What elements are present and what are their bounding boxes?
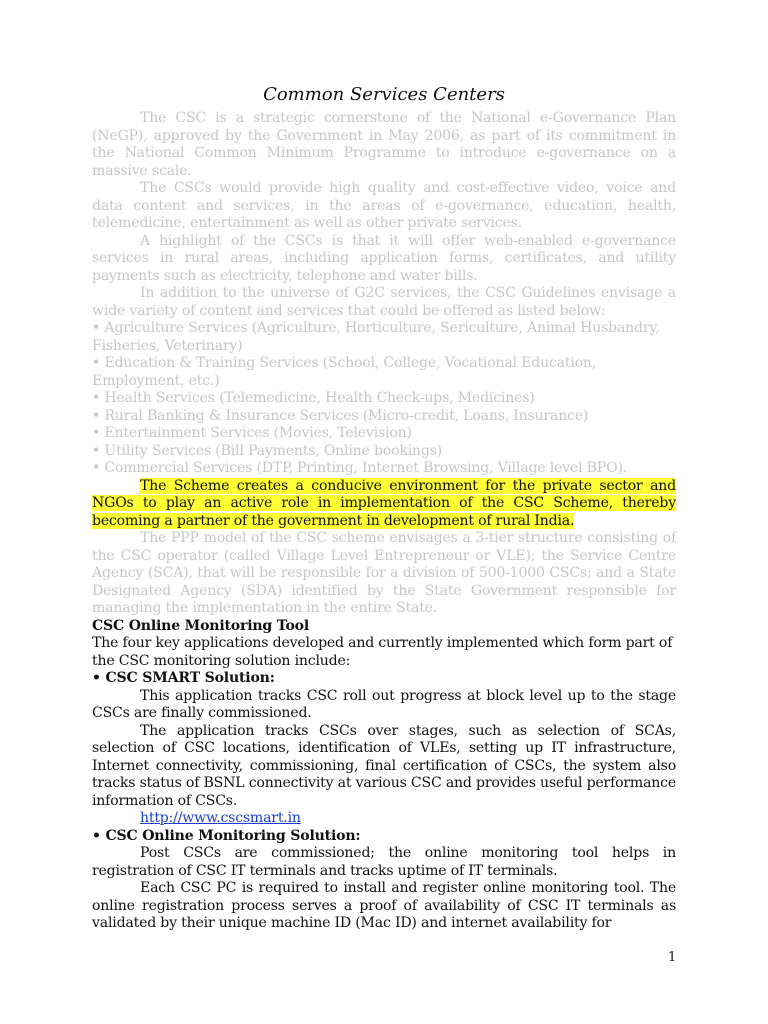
list-item-entertainment: • Entertainment Services (Movies, Television) — [92, 425, 412, 441]
paragraph-ppp: The PPP model of the CSC scheme envisages a 3-tier structure consisting of the CSC operator (called Village Level Entrepreneur or VLE); the Service Centre Agency (SCA), that will be responsible for a division of 500-1000 CSCs; and a State Designated Agency (SDA) identified by the State Government responsible for managing the implementation in the entire State. — [92, 530, 676, 616]
document-title: Common Services Centers — [263, 84, 505, 105]
monitoring-section — [92, 618, 676, 933]
list-item-banking: • Rural Banking & Insurance Services (Micro-credit, Loans, Insurance) — [92, 407, 589, 424]
section-heading: CSC Online Monitoring Tool — [92, 617, 309, 634]
highlighted-paragraph — [92, 478, 676, 531]
list-item-agriculture: • Agriculture Services (Agriculture, Horticulture, Sericulture, Animal Husbandry, Fisheries, Veterinary) — [92, 320, 660, 354]
intro-section — [92, 110, 676, 618]
document-page — [92, 84, 676, 933]
list-item-utility: • Utility Services (Bill Payments, Online bookings) — [92, 442, 443, 459]
list-item-education: • Education & Training Services (School, College, Vocational Education, Employment, etc.) — [92, 355, 597, 389]
paragraph-services: The CSCs would provide high quality and cost-effective video, voice and data content and services, in the areas of e-governance, education, health, telemedicine, entertainment as well as other private services. — [92, 180, 676, 231]
monitoring-intro: The four key applications developed and currently implemented which form part of the CSC monitoring solution include: — [92, 635, 673, 669]
paragraph-g2c: In addition to the universe of G2C services, the CSC Guidelines envisage a wide variety of content and services that could be offered as listed below: — [92, 285, 676, 319]
smart-link-line — [92, 810, 676, 828]
list-item-health: • Health Services (Telemedicine, Health Check-ups, Medicines) — [92, 390, 535, 406]
highlighted-text: The Scheme creates a conducive environment for the private sector and NGOs to play an active role in implementation of the CSC Scheme, thereby becoming a partner of the government in development of rural India. — [92, 477, 676, 529]
smart-paragraph-2: The application tracks CSCs over stages, such as selection of SCAs, selection of CSC locations, identification of VLEs, setting up IT infrastructure, Internet connectivity, commissioning, final certification of CSCs, the system also tracks status of BSNL connectivity at various CSC and provides useful performance information of CSCs. — [92, 722, 676, 809]
online-solution-heading: • CSC Online Monitoring Solution: — [92, 827, 361, 844]
online-paragraph-1: Post CSCs are commissioned; the online monitoring tool helps in registration of CSC IT terminals and tracks uptime of IT terminals. — [92, 845, 676, 879]
list-item-commercial: • Commercial Services (DTP, Printing, Internet Browsing, Village level BPO). — [92, 460, 628, 476]
cscsmart-link[interactable]: http://www.cscsmart.in — [140, 810, 301, 826]
smart-solution-heading: • CSC SMART Solution: — [92, 670, 275, 686]
online-paragraph-2: Each CSC PC is required to install and register online monitoring tool. The online registration process serves a proof of availability of CSC IT terminals as validated by their unique machine ID (Mac ID) and internet availability for — [92, 880, 676, 931]
smart-paragraph-1: This application tracks CSC roll out progress at block level up to the stage CSCs are finally commissioned. — [92, 687, 676, 721]
paragraph-negp: The CSC is a strategic cornerstone of the National e-Governance Plan (NeGP), approved by the Government in May 2006, as part of its commitment in the National Common Minimum Programme to introduce e-governance on a massive scale. — [92, 110, 676, 179]
page-number: 1 — [668, 950, 677, 965]
paragraph-highlight: A highlight of the CSCs is that it will offer web-enabled e-governance services in rural areas, including application forms, certificates, and utility payments such as electricity, telephone and water bills. — [92, 232, 676, 284]
